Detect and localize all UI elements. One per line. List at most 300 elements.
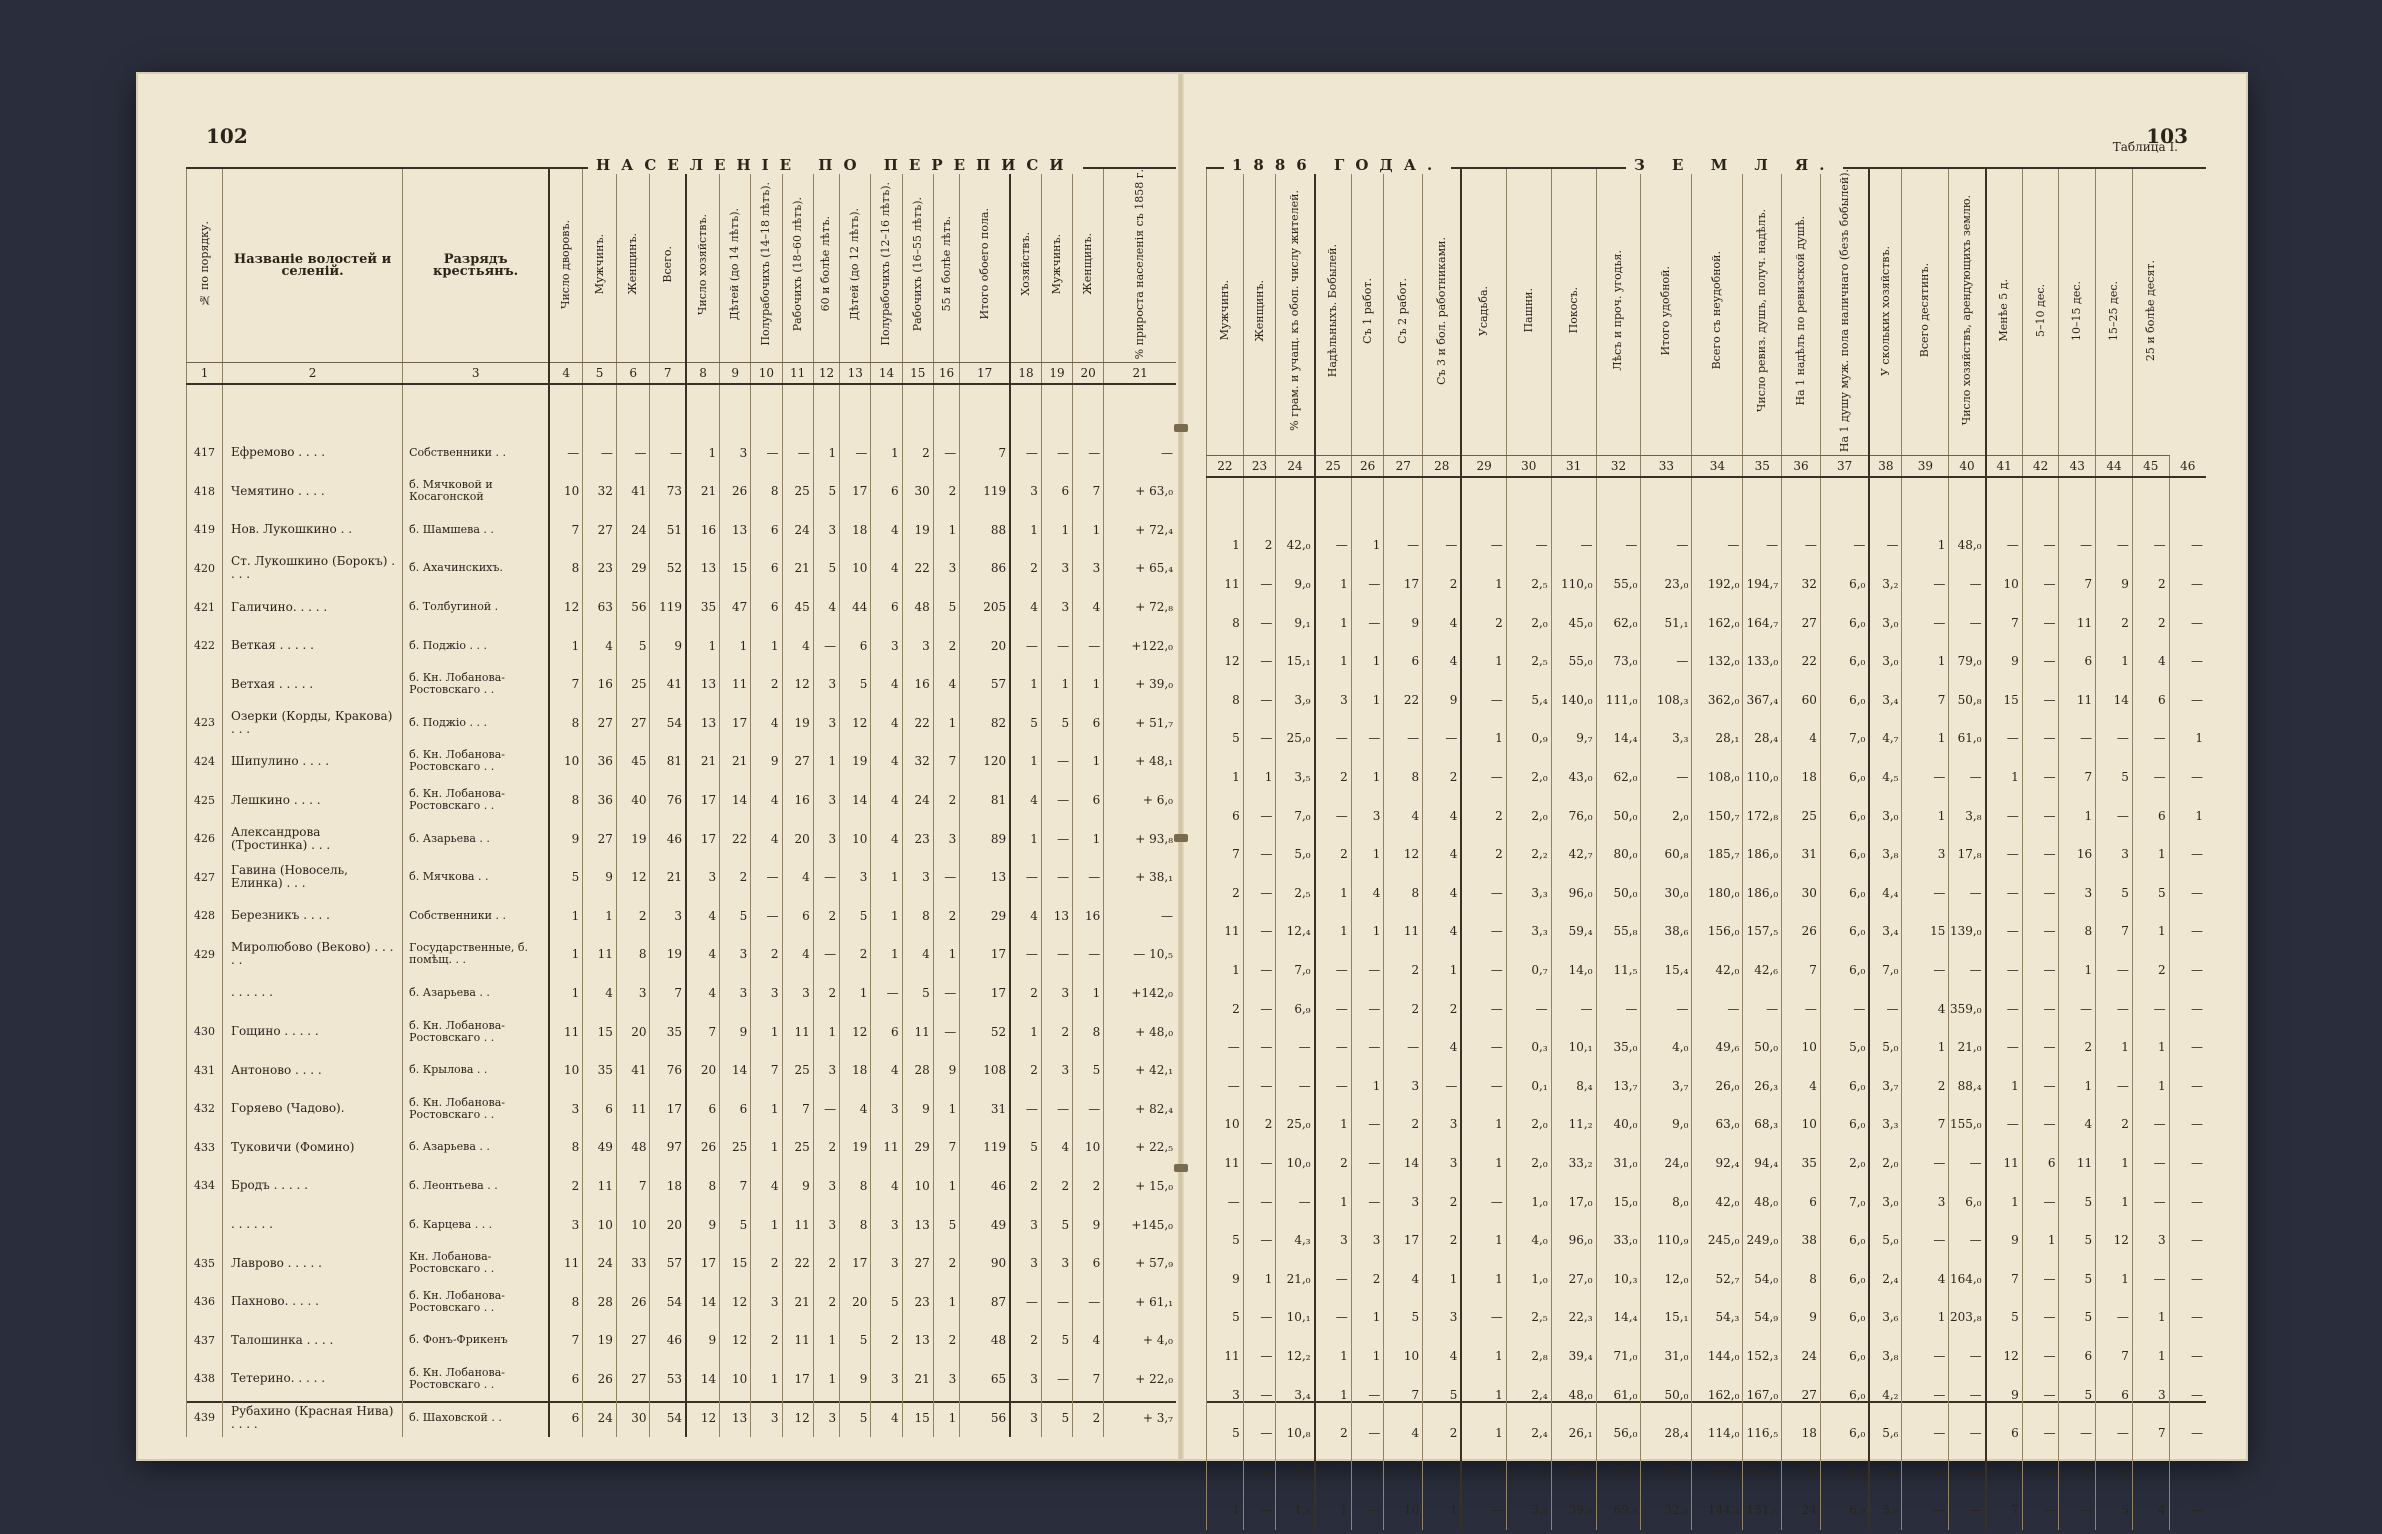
data-cell: 2: [813, 1128, 839, 1167]
data-cell: 6: [871, 1012, 902, 1051]
data-cell: 9: [751, 742, 782, 781]
data-cell: 19: [840, 742, 871, 781]
data-cell: 3: [1384, 1066, 1423, 1105]
table-row: [1207, 796, 2207, 835]
data-cell: 18: [650, 1167, 686, 1206]
data-cell: —: [1902, 565, 1949, 604]
column-number: 28: [1423, 456, 1462, 478]
data-cell: 151,₅: [1743, 1491, 1782, 1530]
data-cell: 54,₃: [1692, 1298, 1743, 1337]
data-cell: 6: [1207, 796, 1244, 835]
data-cell: 2: [616, 897, 650, 936]
column-header-right: [1461, 169, 1506, 456]
data-cell: 3: [871, 1205, 902, 1244]
data-cell: 4: [871, 665, 902, 704]
row-number: [187, 1205, 223, 1244]
data-cell: 76: [650, 781, 686, 820]
data-cell: 15: [1902, 912, 1949, 951]
data-cell: 1: [2132, 1298, 2169, 1337]
data-cell: 6,₀: [1820, 565, 1869, 604]
data-cell: 7: [1073, 1360, 1104, 1399]
table-row: [1207, 681, 2207, 720]
data-cell: 119: [960, 472, 1010, 511]
data-cell: 2: [1423, 1414, 1462, 1453]
data-cell: 17: [840, 472, 871, 511]
data-cell: 22: [1384, 681, 1423, 720]
data-cell: 14: [2096, 681, 2133, 720]
data-cell: —: [1243, 951, 1276, 990]
data-cell: 73,₀: [1596, 642, 1641, 681]
data-cell: 18: [1782, 758, 1821, 797]
data-cell: —: [2096, 796, 2133, 835]
data-cell: 26,₁: [1551, 1414, 1596, 1453]
data-cell: 1: [2096, 642, 2133, 681]
empty-cell: [650, 384, 686, 433]
data-cell: 87: [960, 1282, 1010, 1321]
data-cell: 22: [1782, 642, 1821, 681]
data-cell: 49: [583, 1128, 617, 1167]
data-cell: 35: [686, 588, 720, 627]
data-cell: 24: [1782, 1491, 1821, 1530]
data-cell: 55,₀: [1551, 642, 1596, 681]
data-cell: —: [813, 1089, 839, 1128]
data-cell: 7: [782, 1089, 813, 1128]
data-cell: 1: [751, 1360, 782, 1399]
data-cell: 2: [751, 665, 782, 704]
data-cell: 6,₀: [1820, 1452, 1869, 1491]
data-cell: —: [1315, 526, 1352, 565]
data-cell: 1: [2132, 1066, 2169, 1105]
data-cell: 1: [549, 626, 583, 665]
data-cell: —: [1902, 1452, 1949, 1491]
data-cell: 3,₀: [1869, 642, 1902, 681]
peasant-category: Кн. Лобанова-Ростовскаго . .: [403, 1244, 550, 1283]
column-header-text: % грам. и учащ. къ обоп. числу жителей.: [1287, 190, 1301, 431]
table-row: [187, 1205, 1177, 1244]
data-cell: 48: [902, 588, 933, 627]
data-cell: —: [1551, 989, 1596, 1028]
data-cell: 42,₀: [1692, 951, 1743, 990]
data-cell: 5,₆: [1869, 1414, 1902, 1453]
data-cell: 1: [2132, 835, 2169, 874]
empty-cell: [1986, 477, 2023, 526]
data-cell: 7: [1782, 951, 1821, 990]
data-cell: 11: [902, 1012, 933, 1051]
column-number: 5: [583, 363, 617, 385]
data-cell: 3,₆: [1869, 1298, 1902, 1337]
column-header-right: [1596, 169, 1641, 456]
data-cell: —: [1073, 626, 1104, 665]
data-cell: 12: [2096, 1221, 2133, 1260]
data-cell: 5: [2096, 1491, 2133, 1530]
village-name: Ефремово . . . .: [223, 433, 403, 472]
empty-cell: [1073, 384, 1104, 433]
data-cell: 27: [616, 1360, 650, 1399]
data-cell: —: [1041, 1360, 1072, 1399]
data-cell: 3: [902, 626, 933, 665]
data-cell: 31,₀: [1596, 1144, 1641, 1183]
table-row: [187, 588, 1177, 627]
peasant-category: б. Кн. Лобанова-Ростовскаго . .: [403, 781, 550, 820]
data-cell: 15: [1986, 681, 2023, 720]
data-cell: 6: [751, 511, 782, 550]
data-cell: 35: [650, 1012, 686, 1051]
village-name: Гощино . . . . .: [223, 1012, 403, 1051]
data-cell: 12: [840, 1012, 871, 1051]
data-cell: 21: [650, 858, 686, 897]
data-cell: 22,₃: [1551, 1298, 1596, 1337]
data-cell: 6,₀: [1820, 835, 1869, 874]
data-cell: 4: [782, 858, 813, 897]
table-row: [1207, 951, 2207, 990]
data-cell: —: [1384, 719, 1423, 758]
data-cell: 2: [902, 433, 933, 472]
data-cell: 6,₉: [1276, 989, 1315, 1028]
data-cell: 1: [1315, 1105, 1352, 1144]
data-cell: 2: [813, 897, 839, 936]
data-cell: —: [1949, 1375, 1986, 1414]
data-cell: 57: [650, 1244, 686, 1283]
data-cell: —: [933, 858, 959, 897]
data-cell: 11: [2059, 681, 2096, 720]
data-cell: 9: [933, 1051, 959, 1090]
data-cell: —: [1041, 1089, 1072, 1128]
column-header-text: Итого обоего пола.: [977, 208, 991, 320]
data-cell: —: [2059, 1491, 2096, 1530]
table-row: [187, 626, 1177, 665]
data-cell: + 22,₀: [1104, 1360, 1176, 1399]
column-number: 17: [960, 363, 1010, 385]
data-cell: 172,₈: [1743, 796, 1782, 835]
column-header-right: [1782, 169, 1821, 456]
row-number: 421: [187, 588, 223, 627]
data-cell: 13: [686, 704, 720, 743]
data-cell: 1: [1423, 1259, 1462, 1298]
data-cell: 10: [549, 1051, 583, 1090]
data-cell: 8: [751, 472, 782, 511]
column-header-right: [1692, 169, 1743, 456]
data-cell: 11: [1207, 1144, 1244, 1183]
data-cell: 249,₀: [1743, 1221, 1782, 1260]
data-cell: 164,₇: [1743, 603, 1782, 642]
data-cell: —: [1949, 1491, 1986, 1530]
table-row: [187, 1244, 1177, 1283]
data-cell: 13: [686, 665, 720, 704]
data-cell: 6: [1986, 1414, 2023, 1453]
column-header-left: [902, 169, 933, 363]
data-cell: 48: [616, 1128, 650, 1167]
data-cell: 119: [960, 1128, 1010, 1167]
data-cell: 1: [1986, 758, 2023, 797]
empty-cell: [1423, 477, 1462, 526]
village-name: Пахново. . . . .: [223, 1282, 403, 1321]
data-cell: 50,₈: [1949, 681, 1986, 720]
empty-cell: [871, 384, 902, 433]
data-cell: 5: [2132, 873, 2169, 912]
data-cell: 48: [960, 1321, 1010, 1360]
data-cell: + 72,₄: [1104, 511, 1176, 550]
data-cell: 2: [933, 626, 959, 665]
empty-cell: [1207, 477, 1244, 526]
data-cell: 6,₀: [1820, 1414, 1869, 1453]
table-row: [187, 858, 1177, 897]
column-header-left: [187, 169, 223, 363]
page-number-right: 103: [2146, 124, 2188, 148]
data-cell: 2: [933, 472, 959, 511]
peasant-category: Государственные, б. помѣщ. . .: [403, 935, 550, 974]
data-cell: 108,₀: [1692, 758, 1743, 797]
data-cell: + 57,₉: [1104, 1244, 1176, 1283]
data-cell: 1: [1315, 642, 1352, 681]
data-cell: 30: [616, 1398, 650, 1437]
data-cell: 11,₅: [1596, 951, 1641, 990]
data-cell: 3,₇: [1869, 1066, 1902, 1105]
data-cell: 88,₄: [1949, 1066, 1986, 1105]
data-cell: 4: [871, 549, 902, 588]
data-cell: 56: [616, 588, 650, 627]
data-cell: 20: [686, 1051, 720, 1090]
data-cell: 4,₅: [1869, 758, 1902, 797]
column-header-left: [686, 169, 720, 363]
data-cell: 3: [1041, 588, 1072, 627]
row-number: 429: [187, 935, 223, 974]
data-cell: 9: [1384, 603, 1423, 642]
data-cell: 11: [1207, 565, 1244, 604]
table-row: [187, 935, 1177, 974]
data-cell: —: [1461, 526, 1506, 565]
column-number: 26: [1351, 456, 1384, 478]
table-row: [187, 665, 1177, 704]
data-cell: —: [1423, 1066, 1462, 1105]
data-cell: 55,₈: [1596, 912, 1641, 951]
data-cell: 7: [751, 1051, 782, 1090]
data-cell: —: [2169, 835, 2206, 874]
data-cell: 10: [720, 1360, 751, 1399]
data-cell: 4: [1423, 873, 1462, 912]
data-cell: —: [1461, 1066, 1506, 1105]
row-number: 436: [187, 1282, 223, 1321]
data-cell: 1: [813, 1360, 839, 1399]
data-cell: 25: [782, 472, 813, 511]
data-cell: —: [1243, 1028, 1276, 1067]
column-number: 43: [2059, 456, 2096, 478]
village-name: Озерки (Корды, Кракова) . . .: [223, 704, 403, 743]
data-cell: 5: [840, 1321, 871, 1360]
data-cell: —: [1506, 526, 1551, 565]
empty-cell: [1461, 477, 1506, 526]
data-cell: 2: [2132, 603, 2169, 642]
data-cell: 2,₂: [1506, 835, 1551, 874]
data-cell: 48,₀: [1743, 1182, 1782, 1221]
data-cell: 3,₃: [1506, 1491, 1551, 1530]
data-cell: 1: [751, 1205, 782, 1244]
data-cell: 1: [1315, 873, 1352, 912]
data-cell: —: [1506, 989, 1551, 1028]
peasant-category: б. Азарьева . .: [403, 819, 550, 858]
village-name: Березникъ . . . .: [223, 897, 403, 936]
column-header-right: [1423, 169, 1462, 456]
data-cell: —: [871, 974, 902, 1013]
row-number: 425: [187, 781, 223, 820]
data-cell: —: [1782, 989, 1821, 1028]
data-cell: —: [1949, 758, 1986, 797]
data-cell: 3: [813, 704, 839, 743]
data-cell: —: [1949, 1414, 1986, 1453]
data-cell: 12: [782, 665, 813, 704]
data-cell: 10: [1384, 1491, 1423, 1530]
data-cell: 2: [1315, 758, 1352, 797]
data-cell: —: [2022, 1066, 2059, 1105]
data-cell: 10,₈: [1276, 1414, 1315, 1453]
data-cell: 6: [751, 588, 782, 627]
empty-cell: [2096, 477, 2133, 526]
data-cell: 1: [1010, 1012, 1041, 1051]
data-cell: —: [2132, 1259, 2169, 1298]
data-cell: 16: [583, 665, 617, 704]
data-cell: 2,₀: [1506, 758, 1551, 797]
data-cell: 86: [960, 549, 1010, 588]
empty-cell: [813, 384, 839, 433]
data-cell: 76,₀: [1551, 796, 1596, 835]
data-cell: 3: [1010, 1360, 1041, 1399]
table-row: [187, 1128, 1177, 1167]
column-number: 33: [1641, 456, 1692, 478]
data-cell: —: [1384, 526, 1423, 565]
data-cell: 40,₀: [1596, 1105, 1641, 1144]
data-cell: 10: [1782, 1028, 1821, 1067]
village-name: Туковичи (Фомино): [223, 1128, 403, 1167]
data-cell: 24,₀: [1641, 1144, 1692, 1183]
empty-cell: [1276, 477, 1315, 526]
data-cell: 31: [960, 1089, 1010, 1128]
data-cell: 46: [960, 1167, 1010, 1206]
data-cell: 12,₄: [1276, 912, 1315, 951]
village-name: Гавина (Новосель, Елинка) . . .: [223, 858, 403, 897]
data-cell: 50,₀: [1596, 873, 1641, 912]
data-cell: —: [1207, 1066, 1244, 1105]
data-cell: 61,₀: [1949, 719, 1986, 758]
data-cell: 8,₀: [1641, 1182, 1692, 1221]
data-cell: —: [1351, 1182, 1384, 1221]
data-cell: 12: [1384, 835, 1423, 874]
column-header-text: Надѣльныхъ. Бобылей.: [1326, 243, 1340, 378]
data-cell: 4: [583, 626, 617, 665]
data-cell: 1: [1351, 681, 1384, 720]
column-header-text: 55 и болѣе лѣтъ.: [939, 216, 953, 312]
column-header-right: [2059, 169, 2096, 456]
data-cell: 3,₈: [1949, 796, 1986, 835]
peasant-category: б. Кн. Лобанова-Ростовскаго . .: [403, 1089, 550, 1128]
table-row: [1207, 1491, 2207, 1530]
data-cell: 4: [1423, 1028, 1462, 1067]
data-cell: 6,₀: [1820, 796, 1869, 835]
data-cell: 3: [933, 1360, 959, 1399]
data-cell: 4: [871, 511, 902, 550]
data-cell: 10: [840, 819, 871, 858]
column-number: 22: [1207, 456, 1244, 478]
data-cell: + 51,₇: [1104, 704, 1176, 743]
data-cell: 5: [1207, 1298, 1244, 1337]
data-cell: 2: [2132, 951, 2169, 990]
data-cell: 3,₄: [1869, 912, 1902, 951]
data-cell: 9: [2096, 565, 2133, 604]
peasant-category: б. Мячкова . .: [403, 858, 550, 897]
column-header-right: [1743, 169, 1782, 456]
data-cell: 4: [840, 1089, 871, 1128]
data-cell: 38: [1782, 1221, 1821, 1260]
data-cell: 3,₄: [1276, 1375, 1315, 1414]
data-cell: 3,₄: [1869, 681, 1902, 720]
data-cell: 25: [782, 1051, 813, 1090]
data-cell: 9: [902, 1089, 933, 1128]
column-number: 15: [902, 363, 933, 385]
data-cell: —: [1902, 1491, 1949, 1530]
data-cell: 11: [616, 1089, 650, 1128]
data-cell: 7: [933, 742, 959, 781]
data-cell: 14: [720, 1051, 751, 1090]
data-cell: 362,₀: [1692, 681, 1743, 720]
data-cell: 3: [840, 858, 871, 897]
data-cell: 21: [686, 472, 720, 511]
table-row: [1207, 1375, 2207, 1414]
data-cell: —: [1010, 858, 1041, 897]
data-cell: 1: [1902, 1028, 1949, 1067]
column-header-left: [223, 169, 403, 363]
data-cell: 4: [1423, 912, 1462, 951]
data-cell: —: [2169, 603, 2206, 642]
row-number: 434: [187, 1167, 223, 1206]
data-cell: 0,₁: [1506, 1066, 1551, 1105]
data-cell: 45,₀: [1551, 603, 1596, 642]
data-cell: —: [1104, 433, 1176, 472]
data-cell: 2: [1986, 1452, 2023, 1491]
data-cell: 22: [902, 704, 933, 743]
data-cell: 1: [871, 858, 902, 897]
data-cell: —: [2169, 526, 2206, 565]
data-cell: 26: [583, 1360, 617, 1399]
data-cell: 140,₀: [1551, 681, 1596, 720]
data-cell: —: [1243, 796, 1276, 835]
village-name: Веткая . . . . .: [223, 626, 403, 665]
data-cell: 245,₀: [1692, 1221, 1743, 1260]
table-row: [1207, 989, 2207, 1028]
data-cell: 1: [549, 974, 583, 1013]
data-cell: 12: [616, 858, 650, 897]
peasant-category: б. Карцева . . .: [403, 1205, 550, 1244]
data-cell: 35: [583, 1051, 617, 1090]
table-row: [1207, 1259, 2207, 1298]
data-cell: —: [1276, 1066, 1315, 1105]
data-cell: 6,₀: [1820, 642, 1869, 681]
data-cell: —: [2132, 1182, 2169, 1221]
title-population: НАСЕЛЕНІЕ ПО ПЕРЕПИСИ: [588, 156, 1083, 174]
peasant-category: б. Кн. Лобанова-Ростовскаго . .: [403, 742, 550, 781]
data-cell: 110,₀: [1743, 758, 1782, 797]
data-cell: 3: [871, 1360, 902, 1399]
data-cell: 11: [1207, 1337, 1244, 1376]
data-cell: 3: [616, 974, 650, 1013]
data-cell: —: [1243, 1221, 1276, 1260]
data-cell: —: [933, 974, 959, 1013]
data-cell: 11: [871, 1128, 902, 1167]
column-header-text: На 1 душу муж. пола наличнаго (безъ бобылей).: [1837, 169, 1851, 453]
column-header-right: [1207, 169, 1244, 456]
data-cell: —: [583, 433, 617, 472]
data-cell: 2: [871, 1321, 902, 1360]
column-header-left: [583, 169, 617, 363]
table-right: [1206, 156, 2206, 1518]
data-cell: 11: [583, 935, 617, 974]
